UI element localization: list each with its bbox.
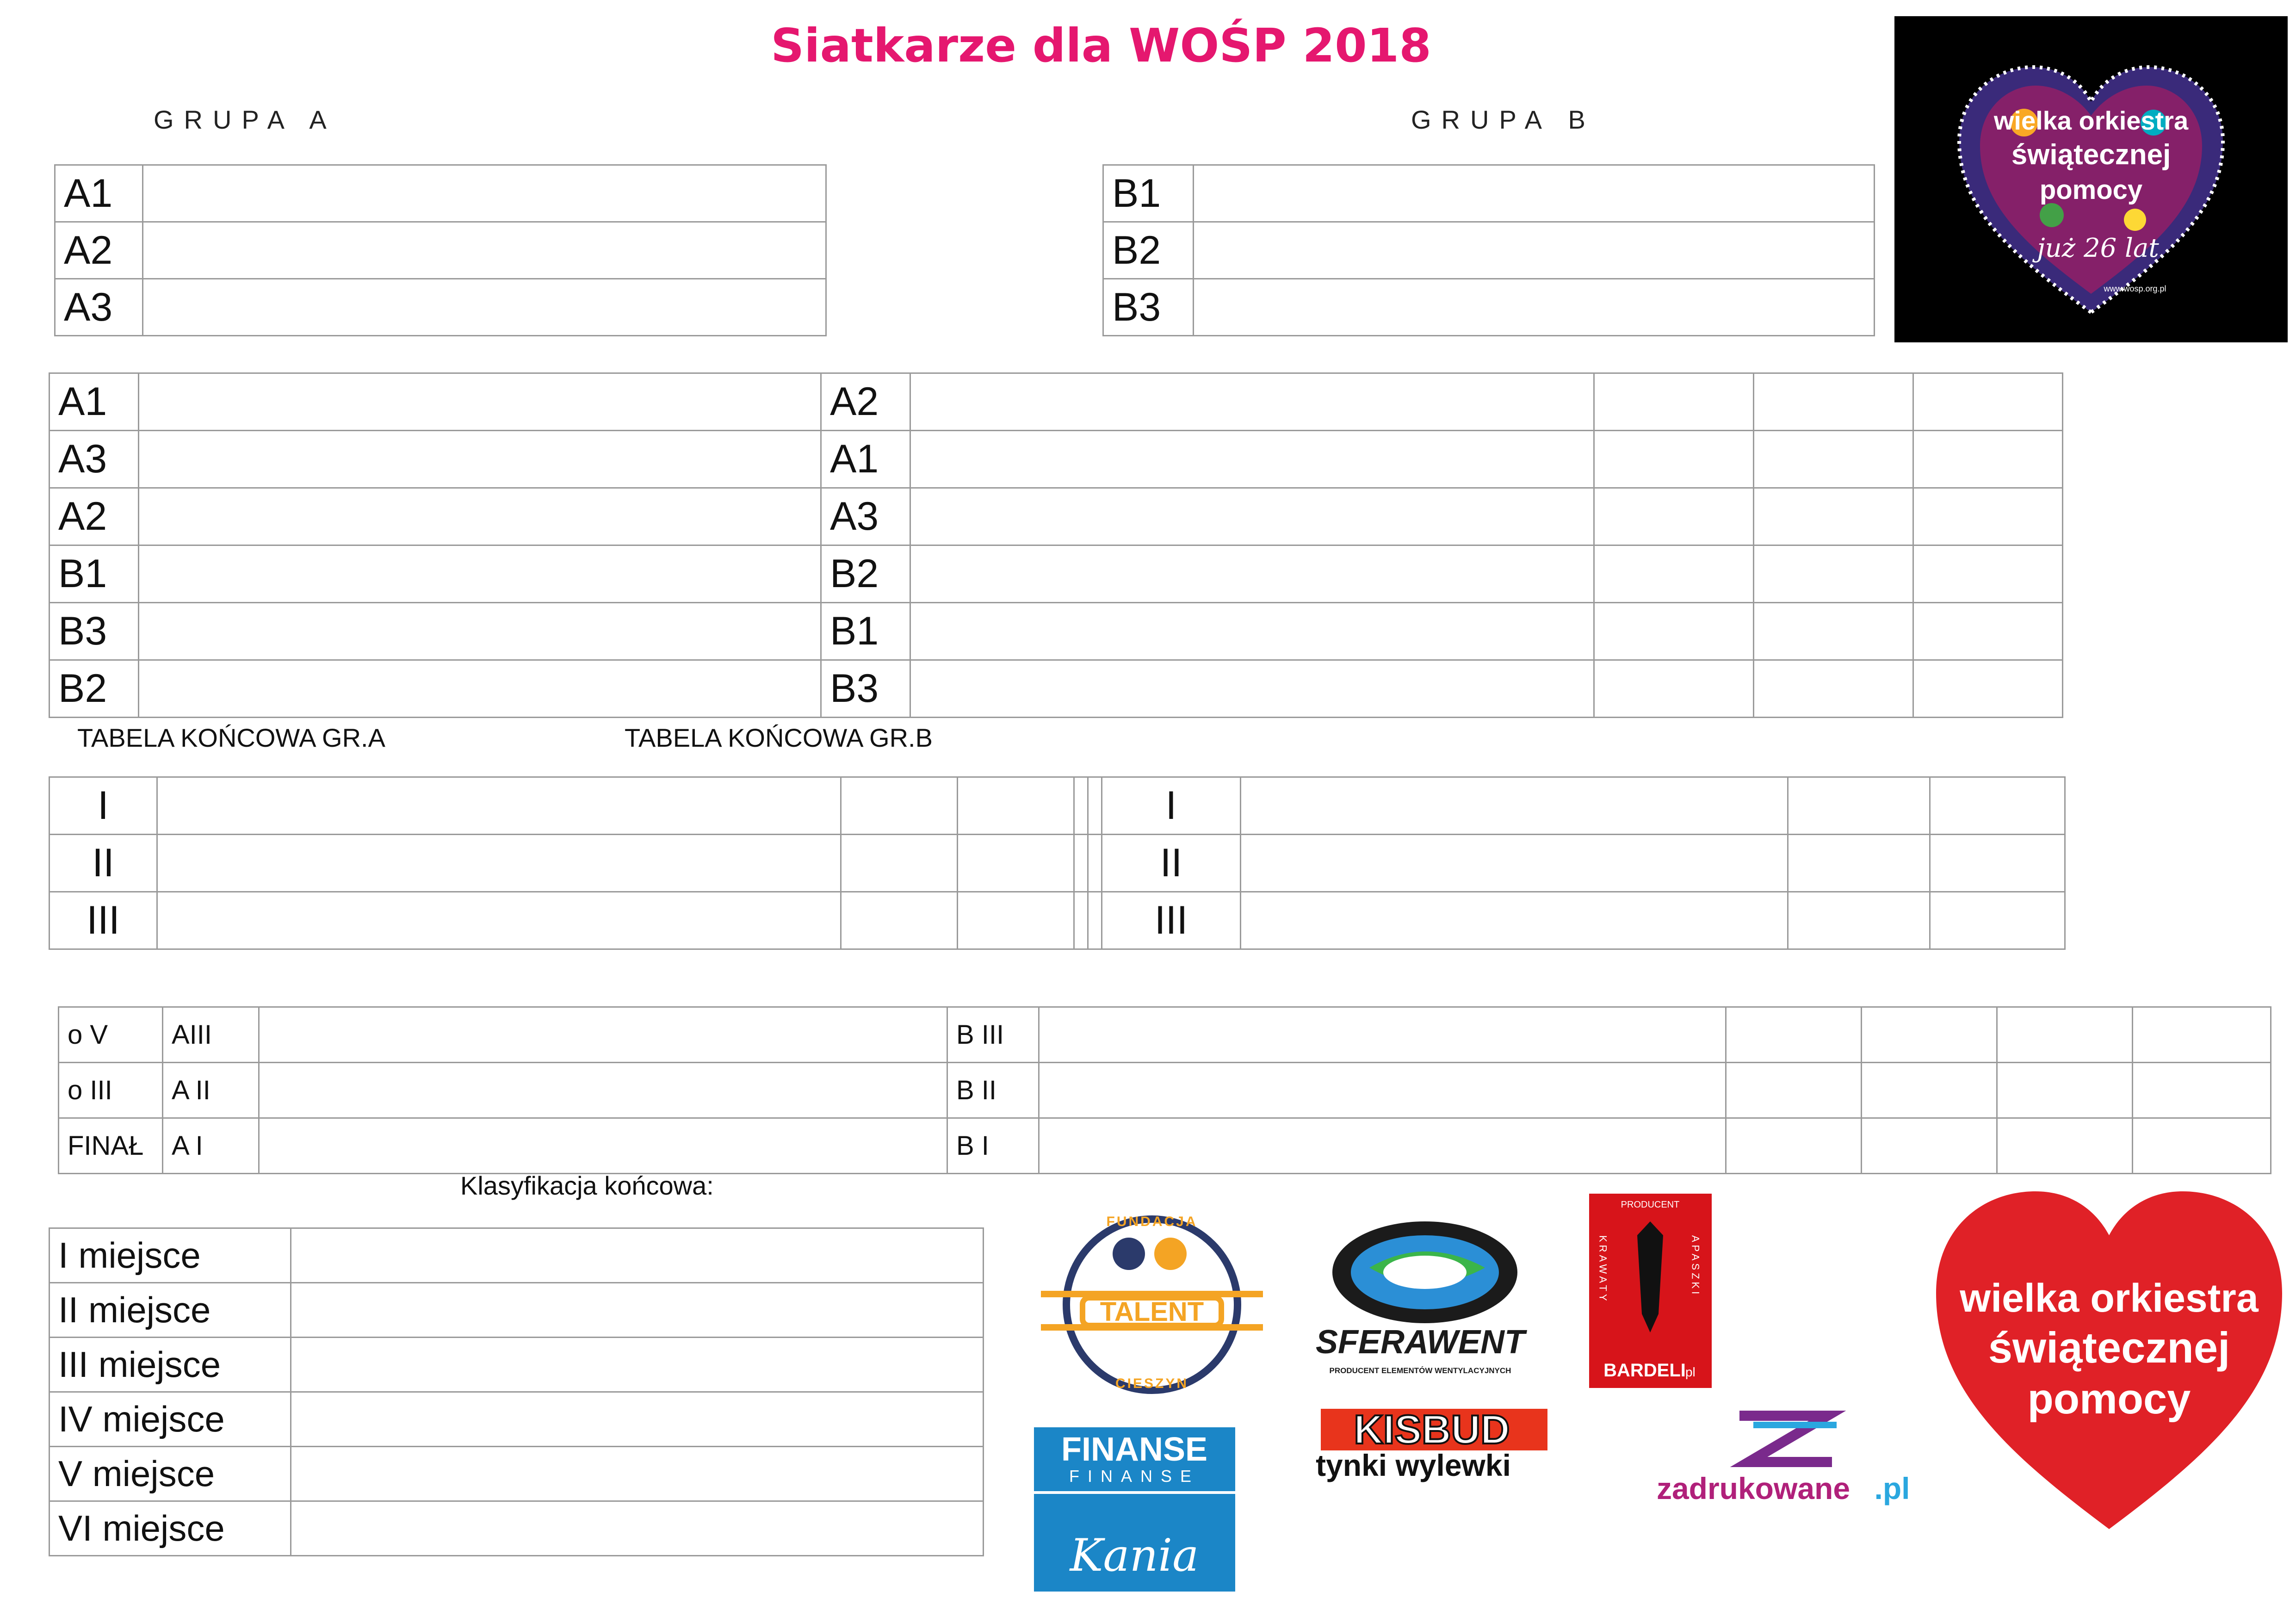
away-name-field[interactable] bbox=[910, 488, 1594, 545]
team-a-code: A II bbox=[163, 1063, 259, 1118]
table-row bbox=[59, 1063, 2271, 1118]
team-a-code: AIII bbox=[163, 1007, 259, 1063]
team-code: A2 bbox=[55, 222, 143, 279]
team-name-field[interactable] bbox=[1194, 222, 1875, 279]
team-b-field[interactable] bbox=[1039, 1007, 1726, 1063]
table-row bbox=[1103, 165, 1875, 222]
sferawent-tag: PRODUCENT ELEMENTÓW WENTYLACYJNYCH bbox=[1329, 1366, 1511, 1375]
points-field[interactable] bbox=[841, 777, 958, 835]
spacer bbox=[1088, 892, 1102, 949]
team-field[interactable] bbox=[291, 1501, 984, 1556]
spacer bbox=[1074, 835, 1088, 892]
set-score-field[interactable] bbox=[1754, 545, 1913, 603]
table-row bbox=[50, 1447, 984, 1501]
home-code: A3 bbox=[50, 431, 139, 488]
home-name-field[interactable] bbox=[139, 660, 821, 718]
team-field[interactable] bbox=[1241, 777, 1788, 835]
group-b-label: GRUPA B bbox=[1411, 105, 1596, 134]
spacer bbox=[1088, 835, 1102, 892]
team-b-field[interactable] bbox=[1039, 1118, 1726, 1174]
away-name-field[interactable] bbox=[910, 373, 1594, 431]
bardeli-left: KRAWATY bbox=[1597, 1235, 1609, 1304]
score-field[interactable] bbox=[2133, 1007, 2271, 1063]
home-name-field[interactable] bbox=[139, 545, 821, 603]
table-row bbox=[1103, 222, 1875, 279]
away-code: B3 bbox=[821, 660, 910, 718]
final-table-a-label: TABELA KOŃCOWA GR.A bbox=[77, 723, 385, 752]
team-field[interactable] bbox=[157, 835, 841, 892]
team-field[interactable] bbox=[1241, 892, 1788, 949]
home-code: B1 bbox=[50, 545, 139, 603]
spacer bbox=[1074, 777, 1088, 835]
sets-field[interactable] bbox=[1930, 777, 2065, 835]
team-a-field[interactable] bbox=[259, 1007, 947, 1063]
group-a-label: GRUPA A bbox=[154, 105, 337, 134]
set-score-field[interactable] bbox=[1754, 488, 1913, 545]
playoff-label: FINAŁ bbox=[59, 1118, 163, 1174]
away-name-field[interactable] bbox=[910, 545, 1594, 603]
table-row bbox=[50, 545, 2063, 603]
away-code: A2 bbox=[821, 373, 910, 431]
place-label: II bbox=[50, 835, 157, 892]
table-row bbox=[50, 1501, 984, 1556]
place-label: II miejsce bbox=[50, 1283, 291, 1338]
table-row bbox=[50, 431, 2063, 488]
team-a-code: A I bbox=[163, 1118, 259, 1174]
wosp-black-line3: pomocy bbox=[2039, 175, 2143, 205]
away-code: B2 bbox=[821, 545, 910, 603]
sferawent-name: SFERAWENT bbox=[1315, 1324, 1525, 1361]
table-row bbox=[50, 1338, 984, 1392]
finanse-name: FINANSE bbox=[1061, 1431, 1208, 1468]
team-field[interactable] bbox=[291, 1283, 984, 1338]
finanse-sub: FINANSE bbox=[1069, 1467, 1200, 1486]
team-name-field[interactable] bbox=[143, 222, 826, 279]
score-field[interactable] bbox=[1862, 1007, 1997, 1063]
table-row bbox=[50, 892, 2065, 949]
team-field[interactable] bbox=[291, 1447, 984, 1501]
wosp-black-line1: wielka orkiestra bbox=[1993, 106, 2189, 135]
set-score-field[interactable] bbox=[1594, 603, 1754, 660]
score-field[interactable] bbox=[2133, 1118, 2271, 1174]
score-field[interactable] bbox=[2133, 1063, 2271, 1118]
talent-top: FUNDACJA bbox=[1106, 1214, 1198, 1229]
wosp-red-line2: świątecznej bbox=[1988, 1323, 2230, 1372]
place-label: V miejsce bbox=[50, 1447, 291, 1501]
set-score-field[interactable] bbox=[1594, 373, 1754, 431]
place-label: III bbox=[50, 892, 157, 949]
sets-field[interactable] bbox=[958, 892, 1074, 949]
table-row bbox=[59, 1007, 2271, 1063]
score-field[interactable] bbox=[1997, 1118, 2133, 1174]
points-field[interactable] bbox=[1788, 777, 1930, 835]
result-field[interactable] bbox=[1913, 660, 2063, 718]
home-name-field[interactable] bbox=[139, 431, 821, 488]
table-row bbox=[50, 488, 2063, 545]
score-field[interactable] bbox=[1726, 1063, 1862, 1118]
wosp-logo-red bbox=[1922, 1173, 2296, 1543]
bardeli-name: BARDELI bbox=[1603, 1360, 1686, 1381]
set-score-field[interactable] bbox=[1754, 373, 1913, 431]
home-name-field[interactable] bbox=[139, 603, 821, 660]
home-code: B3 bbox=[50, 603, 139, 660]
team-field[interactable] bbox=[157, 777, 841, 835]
place-label: VI miejsce bbox=[50, 1501, 291, 1556]
team-code: B2 bbox=[1103, 222, 1194, 279]
table-row bbox=[50, 660, 2063, 718]
talent-name: TALENT bbox=[1100, 1297, 1204, 1327]
table-row bbox=[50, 603, 2063, 660]
final-table-b-label: TABELA KOŃCOWA GR.B bbox=[625, 723, 933, 752]
playoff-label: o V bbox=[59, 1007, 163, 1063]
bardeli-top: PRODUCENT bbox=[1621, 1200, 1680, 1210]
team-field[interactable] bbox=[1241, 835, 1788, 892]
score-field[interactable] bbox=[1997, 1063, 2133, 1118]
away-code: A3 bbox=[821, 488, 910, 545]
group-b-table bbox=[1102, 164, 1875, 336]
team-a-field[interactable] bbox=[259, 1118, 947, 1174]
table-row bbox=[59, 1118, 2271, 1174]
home-code: A2 bbox=[50, 488, 139, 545]
kisbud-name: KISBUD bbox=[1354, 1406, 1510, 1452]
kisbud-logo bbox=[1275, 1406, 1550, 1485]
sets-field[interactable] bbox=[1930, 835, 2065, 892]
result-field[interactable] bbox=[1913, 431, 2063, 488]
set-score-field[interactable] bbox=[1594, 488, 1754, 545]
team-name-field[interactable] bbox=[1194, 165, 1875, 222]
set-score-field[interactable] bbox=[1594, 660, 1754, 718]
away-name-field[interactable] bbox=[910, 431, 1594, 488]
points-field[interactable] bbox=[841, 835, 958, 892]
place-label: II bbox=[1102, 835, 1241, 892]
home-code: B2 bbox=[50, 660, 139, 718]
talent-logo bbox=[1036, 1203, 1268, 1402]
place-label: I bbox=[1102, 777, 1241, 835]
team-name-field[interactable] bbox=[143, 279, 826, 336]
finanse-kania-logo bbox=[1034, 1427, 1235, 1592]
spacer bbox=[1074, 892, 1088, 949]
team-field[interactable] bbox=[157, 892, 841, 949]
table-row bbox=[50, 1228, 984, 1283]
set-score-field[interactable] bbox=[1594, 431, 1754, 488]
team-field[interactable] bbox=[291, 1338, 984, 1392]
team-code: B1 bbox=[1103, 165, 1194, 222]
team-b-field[interactable] bbox=[1039, 1063, 1726, 1118]
wosp-black-url: www.wosp.org.pl bbox=[2104, 284, 2166, 293]
place-label: IV miejsce bbox=[50, 1392, 291, 1447]
wosp-black-line4: już 26 lat bbox=[2037, 233, 2159, 263]
result-field[interactable] bbox=[1913, 488, 2063, 545]
points-field[interactable] bbox=[1788, 892, 1930, 949]
away-name-field[interactable] bbox=[910, 603, 1594, 660]
points-field[interactable] bbox=[1788, 835, 1930, 892]
table-row bbox=[1103, 279, 1875, 336]
sets-field[interactable] bbox=[958, 835, 1074, 892]
sets-field[interactable] bbox=[958, 777, 1074, 835]
result-field[interactable] bbox=[1913, 373, 2063, 431]
final-tables bbox=[49, 776, 2066, 950]
result-field[interactable] bbox=[1913, 603, 2063, 660]
team-field[interactable] bbox=[291, 1392, 984, 1447]
classification-table bbox=[49, 1227, 984, 1556]
points-field[interactable] bbox=[841, 892, 958, 949]
table-row bbox=[50, 1283, 984, 1338]
set-score-field[interactable] bbox=[1754, 660, 1913, 718]
spacer bbox=[1088, 777, 1102, 835]
team-code: A3 bbox=[55, 279, 143, 336]
home-name-field[interactable] bbox=[139, 373, 821, 431]
bardeli-logo bbox=[1589, 1194, 1712, 1388]
sets-field[interactable] bbox=[1930, 892, 2065, 949]
away-code: A1 bbox=[821, 431, 910, 488]
playoff-label: o III bbox=[59, 1063, 163, 1118]
table-row bbox=[55, 279, 826, 336]
result-field[interactable] bbox=[1913, 545, 2063, 603]
table-row bbox=[50, 777, 2065, 835]
set-score-field[interactable] bbox=[1594, 545, 1754, 603]
home-name-field[interactable] bbox=[139, 488, 821, 545]
place-label: I bbox=[50, 777, 157, 835]
team-b-code: B III bbox=[947, 1007, 1039, 1063]
table-row bbox=[55, 165, 826, 222]
team-name-field[interactable] bbox=[143, 165, 826, 222]
score-field[interactable] bbox=[1862, 1063, 1997, 1118]
set-score-field[interactable] bbox=[1754, 603, 1913, 660]
away-name-field[interactable] bbox=[910, 660, 1594, 718]
matches-table bbox=[49, 372, 2063, 718]
wosp-black-line2: świątecznej bbox=[2011, 139, 2171, 171]
zadrukowane-suffix: .pl bbox=[1874, 1471, 1910, 1505]
away-code: B1 bbox=[821, 603, 910, 660]
sferawent-logo bbox=[1291, 1217, 1550, 1379]
team-field[interactable] bbox=[291, 1228, 984, 1283]
place-label: III bbox=[1102, 892, 1241, 949]
table-row bbox=[50, 835, 2065, 892]
team-a-field[interactable] bbox=[259, 1063, 947, 1118]
score-field[interactable] bbox=[1997, 1007, 2133, 1063]
team-b-code: B II bbox=[947, 1063, 1039, 1118]
table-row bbox=[55, 222, 826, 279]
team-b-code: B I bbox=[947, 1118, 1039, 1174]
place-label: I miejsce bbox=[50, 1228, 291, 1283]
playoffs-table bbox=[58, 1006, 2271, 1174]
wosp-red-line3: pomocy bbox=[2027, 1375, 2191, 1423]
team-code: B3 bbox=[1103, 279, 1194, 336]
zadrukowane-logo bbox=[1628, 1406, 1943, 1508]
score-field[interactable] bbox=[1862, 1118, 1997, 1174]
team-name-field[interactable] bbox=[1194, 279, 1875, 336]
score-field[interactable] bbox=[1726, 1118, 1862, 1174]
zadrukowane-name: zadrukowane bbox=[1656, 1471, 1850, 1505]
wosp-red-line1: wielka orkiestra bbox=[1960, 1276, 2259, 1320]
table-row bbox=[50, 1392, 984, 1447]
talent-bottom: CIESZYN bbox=[1115, 1376, 1189, 1391]
bardeli-suffix: .pl bbox=[1682, 1365, 1696, 1379]
team-code: A1 bbox=[55, 165, 143, 222]
table-row bbox=[50, 373, 2063, 431]
set-score-field[interactable] bbox=[1754, 431, 1913, 488]
group-a-table bbox=[54, 164, 827, 336]
finanse-script: Kania bbox=[1070, 1530, 1199, 1581]
classification-label: Klasyfikacja końcowa: bbox=[460, 1171, 714, 1200]
bardeli-right: APASZKI bbox=[1690, 1235, 1702, 1297]
home-code: A1 bbox=[50, 373, 139, 431]
page-title: Siatkarze dla WOŚP 2018 bbox=[771, 19, 1431, 73]
kisbud-sub: tynki wylewki bbox=[1316, 1448, 1511, 1482]
score-field[interactable] bbox=[1726, 1007, 1862, 1063]
wosp-logo-black bbox=[1894, 16, 2288, 342]
place-label: III miejsce bbox=[50, 1338, 291, 1392]
